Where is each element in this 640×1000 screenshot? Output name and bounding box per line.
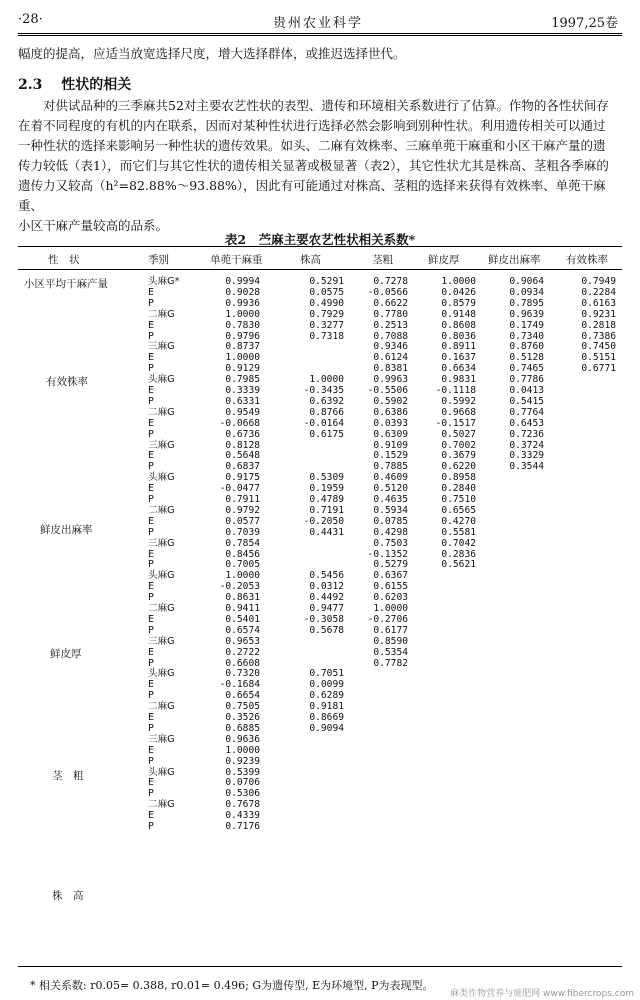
value-cell: 0.8128 <box>225 439 260 451</box>
value-cell: 0.2836 <box>441 548 476 560</box>
value-cell: 0.9129 <box>225 363 260 375</box>
season-cell: E <box>148 646 155 658</box>
value-cell: -0.2706 <box>367 613 408 625</box>
value-cell: 0.7051 <box>309 668 344 680</box>
value-cell: 0.9796 <box>225 330 260 342</box>
value-cell: 0.6771 <box>581 363 616 375</box>
value-cell: 0.5128 <box>509 352 544 364</box>
table-row <box>0 724 640 735</box>
value-cell: 1.0000 <box>441 276 476 287</box>
season-cell: 头麻G <box>148 374 175 386</box>
value-cell: 0.3544 <box>509 461 544 473</box>
value-cell: 0.5401 <box>225 613 260 625</box>
value-cell: 0.6565 <box>441 504 476 516</box>
value-cell: 0.0785 <box>373 515 408 527</box>
season-cell: P <box>148 526 154 538</box>
value-cell: 0.3724 <box>509 439 544 451</box>
intro-line: 幅度的提高，应适当放宽选择尺度，增大选择群体，或推迟选择世代。 <box>18 46 406 61</box>
season-cell: E <box>148 483 155 495</box>
season-cell: 头麻G* <box>148 276 180 287</box>
season-cell: E <box>148 679 155 691</box>
value-cell: 0.5902 <box>373 395 408 407</box>
value-cell: 0.2840 <box>441 483 476 495</box>
header-rule <box>18 33 622 34</box>
value-cell: 0.5306 <box>225 788 260 800</box>
season-cell: E <box>148 450 155 462</box>
season-cell: P <box>148 330 154 342</box>
value-cell: 0.9109 <box>373 439 408 451</box>
value-cell: 0.8608 <box>441 319 476 331</box>
body-line: 一种性状的选择来影响另一种性状的遗传效果。如头、二麻有效株率、三麻单蔸干麻重和小区干麻产量的遗 <box>18 138 606 153</box>
section-heading <box>18 74 131 94</box>
season-cell: 二麻G <box>148 799 175 811</box>
season-cell: P <box>148 395 154 407</box>
season-cell: 头麻G <box>148 668 175 680</box>
volume-info: 1997,25卷 <box>551 16 618 31</box>
value-cell: 0.6177 <box>373 624 408 636</box>
value-cell: -0.3058 <box>303 613 344 625</box>
season-cell: E <box>148 385 155 396</box>
season-cell: 头麻G <box>148 570 175 582</box>
value-cell: 0.7191 <box>309 504 344 516</box>
season-cell: 二麻G <box>148 504 175 516</box>
value-cell: 0.3339 <box>225 385 260 396</box>
body-line: 遗传力又较高（h²=82.88%～93.88%），因此有可能通过对株高、茎粗的选择来获得有效株率、单蔸干麻重、 <box>18 178 606 213</box>
value-cell: 0.5678 <box>309 624 344 636</box>
value-cell: 0.5992 <box>441 395 476 407</box>
value-cell: -0.2050 <box>303 515 344 527</box>
value-cell: 0.1749 <box>509 319 544 331</box>
value-cell: 0.8381 <box>373 363 408 375</box>
value-cell: 0.3329 <box>509 450 544 462</box>
value-cell: 0.7465 <box>509 363 544 375</box>
value-cell: 0.9549 <box>225 406 260 418</box>
season-cell: E <box>148 613 155 625</box>
season-cell: 三麻G <box>148 635 175 647</box>
value-cell: -0.0477 <box>219 483 260 495</box>
season-cell: P <box>148 363 154 375</box>
table-row <box>0 419 640 430</box>
season-cell: P <box>148 657 154 669</box>
value-cell: 0.6309 <box>373 428 408 440</box>
value-cell: 0.6203 <box>373 592 408 604</box>
value-cell: 1.0000 <box>225 308 260 320</box>
value-cell: 0.6885 <box>225 722 260 734</box>
value-cell: 0.9181 <box>309 701 344 713</box>
value-cell: 0.6608 <box>225 657 260 669</box>
value-cell: -0.1118 <box>435 385 476 396</box>
value-cell: 0.6386 <box>373 406 408 418</box>
body-paragraph <box>18 96 622 236</box>
value-cell: 0.7854 <box>225 537 260 549</box>
season-cell: P <box>148 494 154 505</box>
value-cell: 0.1637 <box>441 352 476 364</box>
season-cell: E <box>148 319 155 331</box>
value-cell: 0.0099 <box>309 679 344 691</box>
value-cell: 0.9936 <box>225 297 260 309</box>
value-cell: 0.5354 <box>373 646 408 658</box>
value-cell: 0.9094 <box>309 722 344 734</box>
value-cell: 0.9231 <box>581 308 616 320</box>
season-cell: 头麻G <box>148 766 175 778</box>
value-cell: 0.0426 <box>441 286 476 298</box>
value-cell: 0.3679 <box>441 450 476 462</box>
value-cell: 0.9994 <box>225 276 260 287</box>
value-cell: 0.8590 <box>373 635 408 647</box>
value-cell: 0.8760 <box>509 341 544 353</box>
value-cell: 0.6736 <box>225 428 260 440</box>
value-cell: 0.4635 <box>373 494 408 505</box>
value-cell: 0.5151 <box>581 352 616 364</box>
table-row <box>0 768 640 779</box>
value-cell: 0.7780 <box>373 308 408 320</box>
season-cell: 二麻G <box>148 308 175 320</box>
value-cell: 0.9148 <box>441 308 476 320</box>
body-line: 在着不同程度的有机的内在联系，因而对某种性状进行选择必然会影响到别种性状。利用遗传相关可以通过 <box>18 118 606 133</box>
value-cell: 0.8631 <box>225 592 260 604</box>
value-cell: 0.9831 <box>441 374 476 386</box>
col-header-season: 季别 <box>148 254 169 266</box>
table-row <box>0 321 640 332</box>
value-cell: 0.6163 <box>581 297 616 309</box>
value-cell: 0.2284 <box>581 286 616 298</box>
value-cell: 0.4339 <box>225 810 260 822</box>
value-cell: 0.5581 <box>441 526 476 538</box>
value-cell: 0.6367 <box>373 570 408 582</box>
value-cell: 0.9477 <box>309 603 344 614</box>
value-cell: 0.7450 <box>581 341 616 353</box>
value-cell: 0.7002 <box>441 439 476 451</box>
table-row <box>0 800 640 811</box>
season-cell: P <box>148 788 154 800</box>
value-cell: 0.0575 <box>309 286 344 298</box>
value-cell: 0.7005 <box>225 559 260 571</box>
value-cell: 0.8456 <box>225 548 260 560</box>
value-cell: 0.7786 <box>509 374 544 386</box>
value-cell: 0.6155 <box>373 581 408 593</box>
season-cell: P <box>148 821 154 832</box>
season-cell: 头麻G <box>148 472 175 484</box>
value-cell: 0.9639 <box>509 308 544 320</box>
value-cell: 0.9653 <box>225 635 260 647</box>
value-cell: 0.5399 <box>225 766 260 778</box>
value-cell: 0.2513 <box>373 319 408 331</box>
season-cell: 三麻G <box>148 439 175 451</box>
value-cell: 0.9239 <box>225 755 260 767</box>
season-cell: E <box>148 548 155 560</box>
value-cell: 1.0000 <box>373 603 408 614</box>
value-cell: 0.3526 <box>225 712 260 723</box>
journal-title: 贵州农业科学 <box>272 16 363 31</box>
table-row <box>0 332 640 343</box>
value-cell: 0.6220 <box>441 461 476 473</box>
value-cell: 0.4431 <box>309 526 344 538</box>
trait-label: 株 高 <box>52 890 84 902</box>
value-cell: 0.9411 <box>225 603 260 614</box>
value-cell: 0.7340 <box>509 330 544 342</box>
season-cell: P <box>148 722 154 734</box>
table-row <box>0 430 640 441</box>
table-row <box>0 778 640 789</box>
value-cell: 0.7039 <box>225 526 260 538</box>
season-cell: P <box>148 690 154 702</box>
value-cell: 0.6574 <box>225 624 260 636</box>
body-line: 传力较低（表1），而它们与其它性状的遗传相关显著或极显著（表2），其它性状尤其是株高、茎粗各季麻的 <box>18 158 609 173</box>
value-cell: 0.5456 <box>309 570 344 582</box>
value-cell: 0.7318 <box>309 330 344 342</box>
value-cell: 1.0000 <box>225 570 260 582</box>
season-cell: 三麻G <box>148 537 175 549</box>
season-cell: E <box>148 581 155 593</box>
table-row <box>0 539 640 550</box>
value-cell: 1.0000 <box>225 744 260 756</box>
table-row <box>0 757 640 768</box>
value-cell: -0.1352 <box>367 548 408 560</box>
table-bottom-rule <box>18 966 622 967</box>
trait-label: 鲜皮出麻率 <box>40 524 93 536</box>
body-line: 对供试品种的三季麻共52对主要农艺性状的表型、遗传和环境相关系数进行了估算。作物的各性状间存 <box>18 98 609 113</box>
col-header-stem: 茎粗 <box>372 254 393 266</box>
value-cell: -0.1684 <box>219 679 260 691</box>
value-cell: 0.7176 <box>225 821 260 832</box>
page-number: ·28· <box>18 12 43 27</box>
value-cell: 0.4609 <box>373 472 408 484</box>
value-cell: -0.3435 <box>303 385 344 396</box>
season-cell: P <box>148 624 154 636</box>
value-cell: 0.7320 <box>225 668 260 680</box>
value-cell: 0.6837 <box>225 461 260 473</box>
season-cell: P <box>148 559 154 571</box>
trait-label: 鲜皮厚 <box>50 648 82 660</box>
value-cell: 0.6392 <box>309 395 344 407</box>
value-cell: 0.0312 <box>309 581 344 593</box>
value-cell: 0.7830 <box>225 319 260 331</box>
season-cell: 三麻G <box>148 341 175 353</box>
value-cell: 0.8958 <box>441 472 476 484</box>
value-cell: 0.9668 <box>441 406 476 418</box>
col-header-dry-weight: 单蔸干麻重 <box>210 254 263 266</box>
season-cell: P <box>148 755 154 767</box>
col-header-height: 株高 <box>300 254 321 266</box>
value-cell: 0.7985 <box>225 374 260 386</box>
value-cell: 0.7949 <box>581 276 616 287</box>
value-cell: 0.4492 <box>309 592 344 604</box>
value-cell: 0.7678 <box>225 799 260 811</box>
value-cell: 0.2722 <box>225 646 260 658</box>
value-cell: 0.4270 <box>441 515 476 527</box>
season-cell: E <box>148 286 155 298</box>
value-cell: 0.8669 <box>309 712 344 723</box>
value-cell: 0.2818 <box>581 319 616 331</box>
value-cell: 0.6453 <box>509 417 544 429</box>
value-cell: -0.1517 <box>435 417 476 429</box>
value-cell: 0.0706 <box>225 777 260 789</box>
value-cell: 0.7782 <box>373 657 408 669</box>
season-cell: P <box>148 592 154 604</box>
table-top-rule <box>18 246 622 247</box>
value-cell: 0.0577 <box>225 515 260 527</box>
value-cell: 0.6654 <box>225 690 260 702</box>
trait-label: 小区平均干麻产量 <box>24 278 108 290</box>
season-cell: E <box>148 810 155 822</box>
value-cell: 0.5934 <box>373 504 408 516</box>
value-cell: 0.7911 <box>225 494 260 505</box>
page-header <box>18 8 618 32</box>
value-cell: 0.5279 <box>373 559 408 571</box>
header-rule-2 <box>18 35 622 36</box>
table-row <box>0 451 640 462</box>
table-row <box>0 648 640 659</box>
col-header-bark: 鲜皮厚 <box>428 254 460 266</box>
value-cell: 0.6124 <box>373 352 408 364</box>
value-cell: 0.7895 <box>509 297 544 309</box>
value-cell: 0.8766 <box>309 406 344 418</box>
section-title: 性状的相关 <box>61 77 132 93</box>
season-cell: 二麻G <box>148 701 175 713</box>
season-cell: 三麻G <box>148 733 175 745</box>
col-header-trait: 性 状 <box>48 254 80 266</box>
table-row <box>0 822 640 833</box>
value-cell: 0.7764 <box>509 406 544 418</box>
value-cell: 0.5027 <box>441 428 476 440</box>
value-cell: 0.4789 <box>309 494 344 505</box>
footnote: * 相关系数: r0.05= 0.388, r0.01= 0.496; G为遗传型, E为环境型, P为表现型。 <box>30 979 434 992</box>
table-row <box>0 746 640 757</box>
value-cell: 0.7510 <box>441 494 476 505</box>
trait-label: 茎 粗 <box>52 770 84 782</box>
season-cell: E <box>148 515 155 527</box>
value-cell: 0.6289 <box>309 690 344 702</box>
value-cell: 0.9792 <box>225 504 260 516</box>
season-cell: E <box>148 417 155 429</box>
season-cell: 二麻G <box>148 406 175 418</box>
value-cell: 0.7236 <box>509 428 544 440</box>
value-cell: -0.0566 <box>367 286 408 298</box>
season-cell: E <box>148 352 155 364</box>
value-cell: 0.7042 <box>441 537 476 549</box>
value-cell: 0.7885 <box>373 461 408 473</box>
value-cell: 0.9636 <box>225 733 260 745</box>
value-cell: 0.4990 <box>309 297 344 309</box>
table-row <box>0 811 640 822</box>
value-cell: 0.0413 <box>509 385 544 396</box>
table-row <box>0 637 640 648</box>
value-cell: -0.0164 <box>303 417 344 429</box>
value-cell: 0.8737 <box>225 341 260 353</box>
value-cell: 0.4298 <box>373 526 408 538</box>
table-row <box>0 310 640 321</box>
value-cell: 0.9963 <box>373 374 408 386</box>
value-cell: 0.5120 <box>373 483 408 495</box>
value-cell: -0.5506 <box>367 385 408 396</box>
value-cell: 0.6622 <box>373 297 408 309</box>
table-header-rule <box>18 269 622 270</box>
table-row <box>0 342 640 353</box>
season-cell: P <box>148 461 154 473</box>
value-cell: 0.8911 <box>441 341 476 353</box>
table-row <box>0 735 640 746</box>
value-cell: 0.5648 <box>225 450 260 462</box>
value-cell: 0.3277 <box>309 319 344 331</box>
value-cell: 0.9028 <box>225 286 260 298</box>
value-cell: 0.8579 <box>441 297 476 309</box>
value-cell: 0.0934 <box>509 286 544 298</box>
value-cell: 1.0000 <box>309 374 344 386</box>
trait-label: 有效株率 <box>46 376 88 388</box>
table-row <box>0 441 640 452</box>
season-cell: E <box>148 744 155 756</box>
body-line: 小区干麻产量较高的品系。 <box>18 218 169 233</box>
value-cell: 0.7505 <box>225 701 260 713</box>
table-row <box>0 353 640 364</box>
value-cell: 0.8036 <box>441 330 476 342</box>
col-header-fiber-rate: 鲜皮出麻率 <box>488 254 541 266</box>
value-cell: 0.6175 <box>309 428 344 440</box>
table-row <box>0 528 640 539</box>
watermark: 麻类作物营养与施肥网 www.fibercrops.com <box>450 989 634 999</box>
value-cell: 0.7386 <box>581 330 616 342</box>
table-row <box>0 550 640 561</box>
value-cell: 0.9175 <box>225 472 260 484</box>
season-cell: E <box>148 777 155 789</box>
col-header-effective-rate: 有效株率 <box>566 254 608 266</box>
value-cell: 0.7278 <box>373 276 408 287</box>
season-cell: 二麻G <box>148 603 175 614</box>
value-cell: 0.9064 <box>509 276 544 287</box>
table-row <box>0 789 640 800</box>
value-cell: 0.5621 <box>441 559 476 571</box>
table-row <box>0 626 640 637</box>
value-cell: 0.5309 <box>309 472 344 484</box>
value-cell: 1.0000 <box>225 352 260 364</box>
value-cell: 0.6634 <box>441 363 476 375</box>
value-cell: 0.7503 <box>373 537 408 549</box>
value-cell: 0.5415 <box>509 395 544 407</box>
value-cell: 0.1529 <box>373 450 408 462</box>
value-cell: 0.7088 <box>373 330 408 342</box>
season-cell: P <box>148 428 154 440</box>
section-number: 2.3 <box>18 77 43 93</box>
season-cell: E <box>148 712 155 723</box>
value-cell: -0.2053 <box>219 581 260 593</box>
value-cell: 0.6331 <box>225 395 260 407</box>
value-cell: 0.5291 <box>309 276 344 287</box>
table-caption: 表2 苎麻主要农艺性状相关系数* <box>224 232 416 247</box>
season-cell: P <box>148 297 154 309</box>
value-cell: -0.0668 <box>219 417 260 429</box>
value-cell: 0.7929 <box>309 308 344 320</box>
value-cell: 0.1959 <box>309 483 344 495</box>
value-cell: 0.0393 <box>373 417 408 429</box>
value-cell: 0.9346 <box>373 341 408 353</box>
